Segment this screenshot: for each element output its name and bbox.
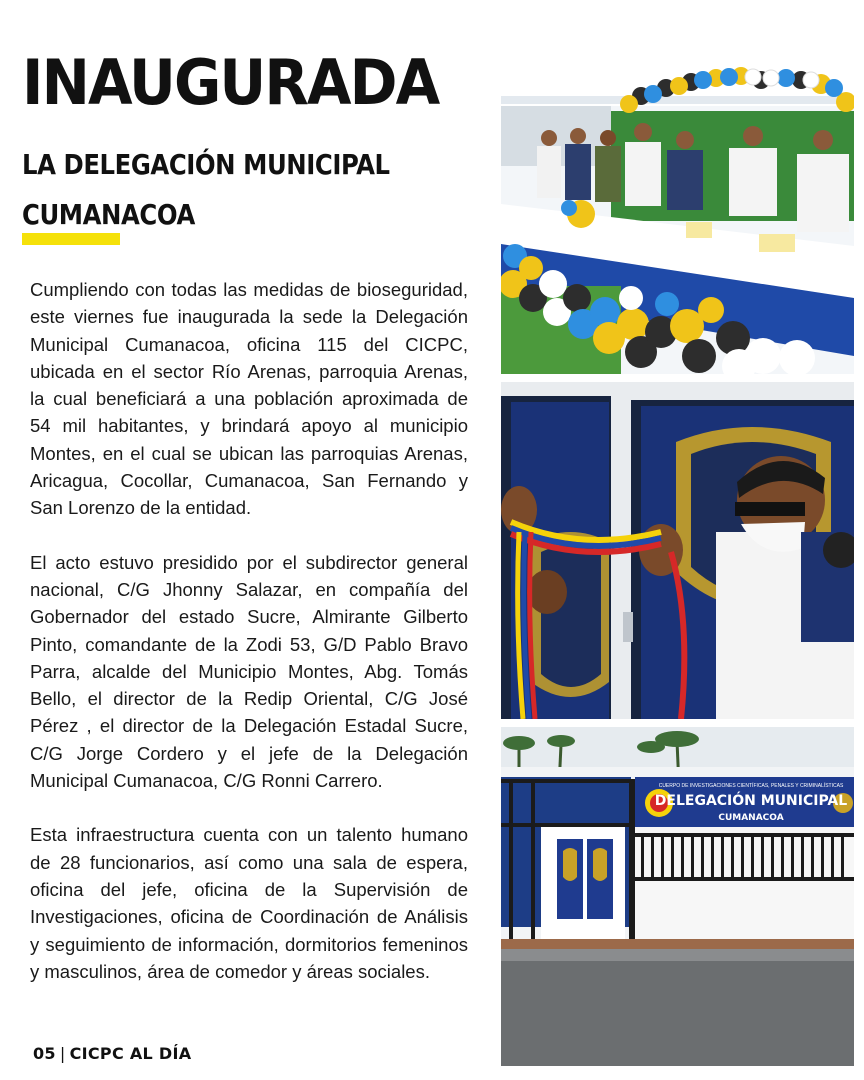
sign-small-text: CUERPO DE INVESTIGACIONES CIENTÍFICAS, PENALES Y CRIMINALÍSTICAS <box>658 783 844 789</box>
photo-ceremony <box>501 36 854 374</box>
publication-name: CICPC AL DÍA <box>69 1044 192 1063</box>
paragraph-1: Cumpliendo con todas las medidas de bioseguridad, este viernes fue inaugurada la sede la Delegación Municipal Cumanacoa, oficina 115 del CICPC, ubicada en el sector Río Arenas, parroquia Arenas, la cual beneficiará a una población aproximada de 54 mil habitantes, y brindará apoyo al municipio Montes, en el cual se ubican las parroquias Arenas, Aricagua, Cocollar, Cumanacoa, San Fernando y San Lorenzo de la entidad. <box>30 279 468 519</box>
paragraph-2: El acto estuvo presidido por el subdirector general nacional, C/G Jhonny Salazar, en compañía del Gobernador del estado Sucre, Almirante Gilberto Pinto, comandante de la Zodi 53, G/D Pablo Bravo Parra, alcalde del Municipio Montes, Abg. Tomás Bello, el director de la Redip Oriental, C/G José Pérez , el director de la Delegación Estadal Sucre, C/G Jorge Cordero y el jefe de la Delegación Municipal Cumanacoa, C/G Ronni Carrero. <box>30 551 468 792</box>
page-number: 05 <box>33 1044 56 1063</box>
accent-bar <box>22 233 120 245</box>
sign-title: DELEGACIÓN MUNICIPAL <box>654 793 848 809</box>
photo-ribbon-cutting <box>501 382 854 719</box>
subheadline <box>22 140 414 240</box>
article-body <box>30 276 468 985</box>
sign-subtitle: CUMANACOA <box>718 813 784 823</box>
photo-ceremony-illustration <box>501 36 854 374</box>
subhead-line-2: CUMANACOA <box>22 198 195 231</box>
footer-separator: | <box>59 1044 66 1063</box>
photo-ribbon-illustration <box>501 382 854 719</box>
subhead-line-1: LA DELEGACIÓN MUNICIPAL <box>22 148 390 181</box>
headline: INAUGURADA <box>22 46 439 119</box>
photo-building-facade <box>501 727 854 1066</box>
photo-facade-illustration <box>501 727 854 1066</box>
page-footer <box>33 1044 191 1063</box>
paragraph-3: Esta infraestructura cuenta con un talento humano de 28 funcionarios, así como una sala de espera, oficina del jefe, oficina de la Supervisión de Investigaciones, oficina de Coordinación de Análisis y seguimiento de información, dormitorios femeninos y masculinos, área de comedor y áreas sociales. <box>30 824 468 982</box>
